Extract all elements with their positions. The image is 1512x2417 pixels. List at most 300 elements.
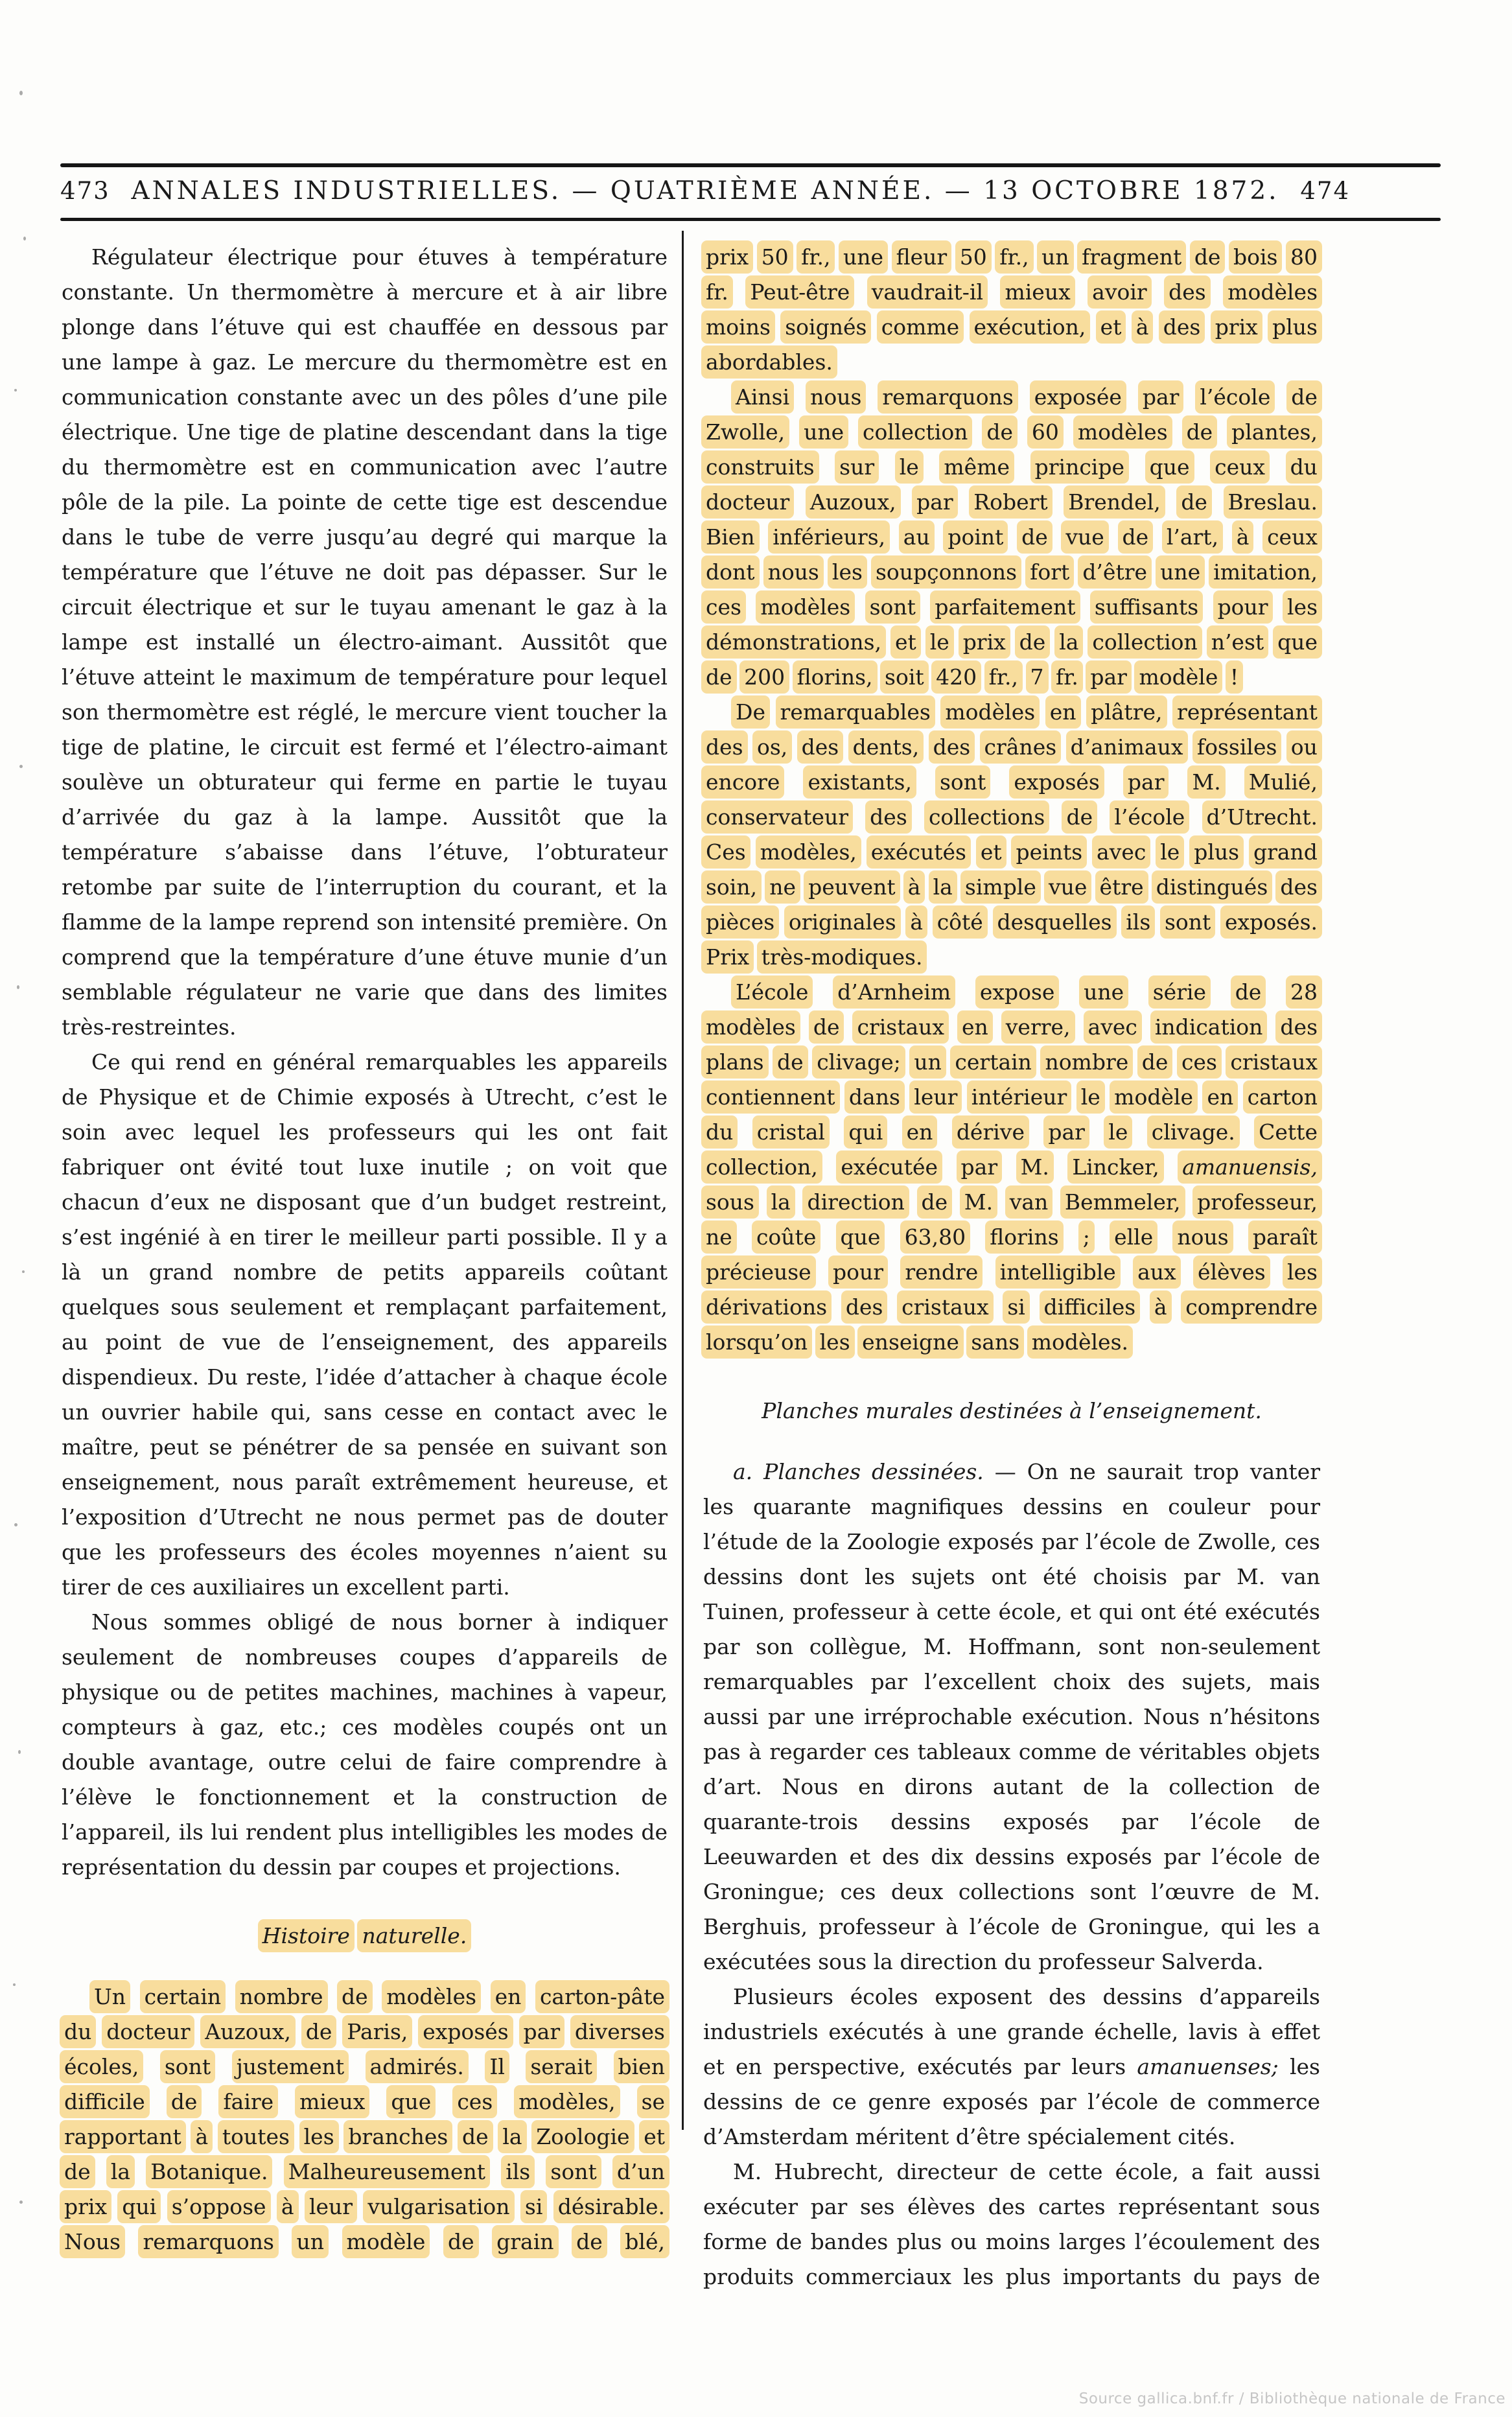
body-text: Ce qui rend en général remarquables les appareils de Physique et de Chimie exposés à Utrecht, c’est le soin avec lequel les professeurs qui les ont fait fabriquer ont évité tout luxe inutile ; on voit que chacun d’eux ne disposant que d’un budget restreint, s’est ingénié à en tirer le meilleur parti possible. Il y a là un grand nombre de petits appareils coûtant quelques sous seulement et remplaçant parfaitement, au point de vue de l’enseignement, des appareils dispendieux. Du reste, l’idée d’attacher à chaque école un ouvrier habile qui, sans cesse en contact avec le maître, peut se pénétrer de sa pensée en suivant son enseignement, nous paraît extrêmement heureuse, et l’exposition d’Utrecht ne nous permet pas de douter que les professeurs des écoles moyennes n’aient su tirer de ces auxiliaires un excellent parti. xyxy=(62,1049,668,1600)
highlighted-word: lorsqu’on xyxy=(701,1325,812,1359)
highlighted-word: fr., xyxy=(995,240,1033,274)
highlighted-word: d’animaux xyxy=(1066,730,1188,764)
scan-speck xyxy=(14,389,17,391)
highlighted-word: paraît xyxy=(1248,1220,1322,1254)
highlighted-word: blé, xyxy=(620,2225,669,2258)
highlighted-word: vaudrait-il xyxy=(867,275,988,309)
highlighted-word: de xyxy=(1231,975,1266,1009)
highlighted-word: sont xyxy=(160,2050,215,2083)
highlighted-word: ceux xyxy=(1262,520,1322,554)
highlighted-word: d’être xyxy=(1078,555,1152,589)
highlighted-word: prix xyxy=(1211,310,1262,344)
highlighted-word: dans xyxy=(844,1080,905,1114)
highlighted-word: remarquables xyxy=(776,695,935,729)
highlighted-word: cristaux xyxy=(897,1290,994,1324)
highlighted-word: Zoologie xyxy=(531,2120,634,2153)
highlighted-word: sont xyxy=(865,590,920,624)
highlighted-word: sans xyxy=(966,1325,1024,1359)
highlighted-word: que xyxy=(1145,450,1194,484)
highlighted-word: nombre xyxy=(235,1980,328,2013)
highlighted-word: remarquons xyxy=(138,2225,278,2258)
highlighted-word: des xyxy=(797,730,844,764)
highlighted-word: à xyxy=(1150,1290,1172,1324)
highlighted-word: leur xyxy=(305,2190,357,2223)
highlighted-word: Peut-être xyxy=(745,275,854,309)
highlighted-word: d’un xyxy=(612,2155,669,2188)
highlighted-word: Breslau. xyxy=(1224,485,1322,519)
highlighted-word: du xyxy=(1286,450,1322,484)
paragraph xyxy=(62,1045,668,1605)
scan-speck xyxy=(19,91,23,95)
highlighted-word: fr. xyxy=(1051,660,1083,694)
highlighted-word: de xyxy=(701,660,737,694)
highlighted-word: de xyxy=(982,415,1018,449)
highlighted-word: exposés xyxy=(1009,765,1104,799)
highlighted-word: Paris, xyxy=(342,2015,412,2048)
paragraph xyxy=(62,240,668,1045)
highlighted-word: desquelles xyxy=(993,905,1117,939)
highlighted-word: ils xyxy=(501,2155,535,2188)
paragraph xyxy=(703,380,1320,695)
highlighted-word: et xyxy=(890,625,921,659)
highlighted-word: exposés. xyxy=(1220,905,1322,939)
highlighted-word: la xyxy=(106,2155,135,2188)
highlighted-word: M. xyxy=(1187,765,1225,799)
highlighted-word: Auzoux, xyxy=(806,485,901,519)
highlighted-word: sont xyxy=(546,2155,601,2188)
highlighted-word: de xyxy=(1137,1045,1173,1079)
highlighted-word: modèle xyxy=(1110,1080,1198,1114)
highlighted-word: originales xyxy=(784,905,901,939)
highlighted-word: Auzoux, xyxy=(200,2015,296,2048)
highlighted-word: d’Utrecht. xyxy=(1202,800,1322,834)
italic-text: amanuenses; xyxy=(1137,2054,1279,2079)
highlighted-word: construits xyxy=(701,450,819,484)
highlighted-word: qui xyxy=(117,2190,161,2223)
scan-speck xyxy=(23,237,26,240)
scan-speck xyxy=(19,2201,23,2204)
highlighted-word: prix xyxy=(701,240,753,274)
body-text: Nous sommes obligé de nous borner à indiquer seulement de nombreuses coupes d’appareils de physique ou de petites machines, machines à vapeur, compteurs à gaz, etc.; ces modèles coupés ont un double avantage, outre celui de faire comprendre à l’élève le fonctionnement et la construction de l’appareil, ils lui rendent plus intelligibles les modes de représentation du dessin par coupes et projections. xyxy=(62,1609,668,1880)
highlighted-word: cristaux xyxy=(852,1010,949,1044)
highlighted-word: et xyxy=(639,2120,669,2153)
highlighted-word: représentant xyxy=(1172,695,1322,729)
highlighted-word: certain xyxy=(950,1045,1036,1079)
highlighted-word: fossiles xyxy=(1192,730,1282,764)
highlighted-word: les xyxy=(828,555,867,589)
highlighted-word: pièces xyxy=(701,905,779,939)
highlighted-word: plans xyxy=(701,1045,769,1079)
highlighted-word: en xyxy=(1045,695,1081,729)
body-text: Plusieurs écoles exposent des dessins d’appareils industriels exécutés à une grande échelle, lavis à effet et en perspective, exécutés par leurs xyxy=(703,1984,1320,2079)
highlighted-word: intelligible xyxy=(995,1255,1121,1289)
highlighted-word: l’école xyxy=(1110,800,1189,834)
scan-speck xyxy=(19,765,23,768)
highlighted-word: modèles xyxy=(1073,415,1172,449)
highlighted-word: ces xyxy=(1177,1045,1222,1079)
highlighted-word: 200 xyxy=(739,660,789,694)
highlighted-word: exécutée xyxy=(836,1150,942,1184)
highlighted-word: difficiles xyxy=(1040,1290,1141,1324)
right-column xyxy=(703,240,1320,2294)
highlighted-word: écoles, xyxy=(60,2050,143,2083)
paragraph xyxy=(703,695,1320,975)
highlighted-word: la xyxy=(767,1185,795,1219)
italic-text: Planches murales destinées à l’enseignement. xyxy=(762,1398,1262,1423)
highlighted-word: par xyxy=(1043,1115,1089,1149)
highlighted-word: plâtre, xyxy=(1086,695,1167,729)
highlighted-word: comme xyxy=(877,310,964,344)
highlighted-word: Bemmeler, xyxy=(1060,1185,1185,1219)
highlighted-word: le xyxy=(895,450,924,484)
highlighted-word: des xyxy=(841,1290,888,1324)
highlighted-word: point xyxy=(943,520,1008,554)
highlighted-word: 28 xyxy=(1286,975,1322,1009)
highlighted-word: modèles xyxy=(701,1010,800,1044)
highlighted-word: aux xyxy=(1133,1255,1181,1289)
highlighted-word: des xyxy=(929,730,975,764)
highlighted-word: leur xyxy=(909,1080,962,1114)
highlighted-word: sur xyxy=(835,450,879,484)
highlighted-word: Ainsi xyxy=(731,380,794,414)
highlighted-word: en xyxy=(957,1010,993,1044)
highlighted-word: côté xyxy=(933,905,988,939)
section-heading xyxy=(703,1394,1320,1429)
highlighted-word: vulgarisation xyxy=(363,2190,514,2223)
highlighted-word: remarquons xyxy=(878,380,1018,414)
highlighted-word: précieuse xyxy=(701,1255,816,1289)
journal-title: ANNALES INDUSTRIELLES. — QUATRIÈME ANNÉE. — 13 OCTOBRE 1872. xyxy=(131,176,1279,205)
scan-speck xyxy=(18,1750,21,1754)
scan-speck xyxy=(14,1523,17,1526)
highlighted-word: du xyxy=(701,1115,738,1149)
highlighted-word: vue xyxy=(1061,520,1108,554)
highlighted-word: en xyxy=(1202,1080,1238,1114)
highlighted-word: diverses xyxy=(570,2015,669,2048)
highlighted-word: conservateur xyxy=(701,800,853,834)
highlighted-word: elle xyxy=(1110,1220,1157,1254)
highlighted-word: L’école xyxy=(731,975,813,1009)
highlighted-word: M. xyxy=(1016,1150,1054,1184)
section-heading xyxy=(62,1919,668,1954)
highlighted-word: modèles xyxy=(382,1980,481,2013)
highlighted-word: soin, xyxy=(701,870,762,904)
highlighted-word: contiennent xyxy=(701,1080,840,1114)
scan-speck xyxy=(22,1270,25,1273)
highlighted-word: fort xyxy=(1025,555,1074,589)
highlighted-word: certain xyxy=(140,1980,226,2013)
highlighted-word: nous xyxy=(763,555,824,589)
highlighted-word: à xyxy=(1232,520,1254,554)
highlighted-word: si xyxy=(1003,1290,1030,1324)
highlighted-word: naturelle. xyxy=(357,1919,471,1952)
highlighted-word: avoir xyxy=(1087,275,1152,309)
highlighted-word: des xyxy=(1159,310,1205,344)
highlighted-word: de xyxy=(458,2120,493,2153)
highlighted-word: et xyxy=(976,835,1006,869)
highlighted-word: 50 xyxy=(955,240,992,274)
highlighted-word: peints xyxy=(1011,835,1087,869)
highlighted-word: modèles. xyxy=(1027,1325,1133,1359)
highlighted-word: fr., xyxy=(797,240,835,274)
highlighted-word: 50 xyxy=(757,240,793,274)
highlighted-word: bien xyxy=(614,2050,669,2083)
highlighted-word: s’oppose xyxy=(167,2190,271,2223)
highlighted-word: de xyxy=(1190,240,1226,274)
highlighted-word: de xyxy=(1286,380,1322,414)
highlighted-word: direction xyxy=(802,1185,909,1219)
highlighted-word: justement xyxy=(232,2050,349,2083)
highlighted-word: principe xyxy=(1030,450,1129,484)
highlighted-word: toutes xyxy=(218,2120,294,2153)
paragraph xyxy=(703,1979,1320,2154)
scan-speck xyxy=(17,985,19,989)
highlighted-word: être xyxy=(1095,870,1148,904)
highlighted-word: Nous xyxy=(60,2225,125,2258)
highlighted-word: série xyxy=(1148,975,1211,1009)
highlighted-word: inférieurs, xyxy=(768,520,890,554)
highlighted-word: très-modiques. xyxy=(757,940,927,974)
highlighted-word: de xyxy=(917,1185,953,1219)
highlighted-word: soupçonnons xyxy=(871,555,1021,589)
highlighted-word: Zwolle, xyxy=(701,415,789,449)
highlighted-word: modèles xyxy=(940,695,1040,729)
highlighted-word: sous xyxy=(701,1185,759,1219)
highlighted-word: ils xyxy=(1121,905,1155,939)
highlighted-word: docteur xyxy=(102,2015,194,2048)
highlighted-word: par xyxy=(912,485,958,519)
highlighted-word: abordables. xyxy=(701,345,837,379)
highlighted-word: modèles, xyxy=(514,2085,620,2118)
highlighted-word: soit xyxy=(880,660,929,694)
highlighted-word: le xyxy=(1076,1080,1105,1114)
highlighted-word: se xyxy=(637,2085,669,2118)
highlighted-word: distingués xyxy=(1152,870,1273,904)
highlighted-word: des xyxy=(1275,870,1322,904)
italic-text: a. Planches dessinées. xyxy=(733,1459,984,1484)
highlighted-word: fleur xyxy=(892,240,952,274)
highlighted-word: Cette xyxy=(1254,1115,1322,1149)
highlighted-word: que xyxy=(1273,625,1322,659)
highlighted-word: branches xyxy=(343,2120,452,2153)
highlighted-word: Histoire xyxy=(258,1919,355,1952)
highlighted-word: nous xyxy=(806,380,866,414)
highlighted-word: du xyxy=(60,2015,96,2048)
highlighted-word: modèle xyxy=(1134,660,1222,694)
highlighted-word: qui xyxy=(844,1115,887,1149)
highlighted-word: Mulié, xyxy=(1244,765,1322,799)
highlighted-word: en xyxy=(491,1980,526,2013)
highlighted-word: un xyxy=(1037,240,1074,274)
highlighted-word: de xyxy=(60,2155,95,2188)
highlighted-word: Botanique. xyxy=(146,2155,272,2188)
highlighted-word: mieux xyxy=(1000,275,1075,309)
paragraph xyxy=(703,975,1320,1360)
highlighted-word: l’art, xyxy=(1162,520,1223,554)
highlighted-word: dérivations xyxy=(701,1290,832,1324)
body-text: M. Hubrecht, directeur de cette école, a fait aussi exécuter par ses élèves des cartes représentant sous forme de bandes plus ou moins larges l’écoulement des produits commerciaux les plus importants du pays de xyxy=(703,2159,1320,2289)
highlighted-word: des xyxy=(865,800,912,834)
highlighted-word: une xyxy=(1079,975,1128,1009)
highlighted-word: de xyxy=(1017,520,1053,554)
highlighted-word: 7 xyxy=(1026,660,1049,694)
highlighted-word: à xyxy=(905,905,927,939)
highlighted-word: plus xyxy=(1268,310,1322,344)
highlighted-word: admirés. xyxy=(366,2050,469,2083)
highlighted-word: fr. xyxy=(701,275,733,309)
highlighted-word: M. xyxy=(960,1185,997,1219)
highlighted-word: de xyxy=(773,1045,808,1079)
highlighted-word: des xyxy=(1275,1010,1322,1044)
body-text: les dessins de ce genre exposés par l’école de commerce d’Amsterdam méritent d’être spécialement cités. xyxy=(703,2054,1320,2149)
highlighted-word: fr., xyxy=(984,660,1023,694)
highlighted-word: avec xyxy=(1092,835,1150,869)
highlighted-word: démonstrations, xyxy=(701,625,886,659)
highlighted-word: exécutés xyxy=(866,835,971,869)
highlighted-word: un xyxy=(292,2225,329,2258)
highlighted-word: enseigne xyxy=(857,1325,964,1359)
highlighted-word: parfaitement xyxy=(930,590,1080,624)
highlighted-word: 63,80 xyxy=(900,1220,970,1254)
highlighted-word: Un xyxy=(89,1980,130,2013)
paragraph xyxy=(62,1979,668,2259)
highlighted-word: ces xyxy=(452,2085,497,2118)
highlighted-word: des xyxy=(701,730,748,764)
page-number-left: 473 xyxy=(60,177,110,205)
highlighted-word: collections xyxy=(924,800,1049,834)
highlighted-word: docteur xyxy=(701,485,794,519)
highlighted-word: clivage. xyxy=(1147,1115,1240,1149)
page-number-right: 474 xyxy=(1300,177,1350,205)
highlighted-word: plus xyxy=(1189,835,1244,869)
highlighted-word: prix xyxy=(60,2190,111,2223)
highlighted-word: simple xyxy=(960,870,1041,904)
highlighted-word: sont xyxy=(935,765,990,799)
highlighted-word: collection xyxy=(1087,625,1202,659)
highlighted-word: van xyxy=(1005,1185,1053,1219)
highlighted-word: Bien xyxy=(701,520,760,554)
scan-speck xyxy=(13,1983,16,1986)
highlighted-word: Prix xyxy=(701,940,754,974)
highlighted-word: et xyxy=(1096,310,1126,344)
highlighted-word: soignés xyxy=(780,310,871,344)
highlighted-word: Robert xyxy=(969,485,1052,519)
highlighted-word: de xyxy=(337,1980,373,2013)
highlighted-word: une xyxy=(1156,555,1205,589)
highlighted-word: De xyxy=(731,695,770,729)
highlighted-word: ceux xyxy=(1210,450,1270,484)
highlighted-word: une xyxy=(799,415,848,449)
highlighted-word: collection xyxy=(858,415,972,449)
highlighted-word: élèves xyxy=(1193,1255,1270,1289)
highlighted-word: Il xyxy=(485,2050,509,2083)
highlighted-word: dérive xyxy=(952,1115,1029,1149)
highlighted-word: la xyxy=(929,870,957,904)
highlighted-word: florins, xyxy=(793,660,878,694)
highlighted-word: une xyxy=(839,240,888,274)
highlighted-word: nous xyxy=(1172,1220,1233,1254)
highlighted-word: ou xyxy=(1286,730,1322,764)
highlighted-word: indication xyxy=(1150,1010,1268,1044)
highlighted-word: de xyxy=(301,2015,337,2048)
highlighted-word: par xyxy=(519,2015,565,2048)
highlighted-word: à xyxy=(277,2190,299,2223)
highlighted-word: les xyxy=(815,1325,855,1359)
highlighted-word: au xyxy=(899,520,935,554)
highlighted-word: des xyxy=(1164,275,1211,309)
paragraph xyxy=(703,2154,1320,2294)
highlighted-word: modèles xyxy=(1223,275,1322,309)
highlighted-word: grain xyxy=(492,2225,558,2258)
highlighted-word: plantes, xyxy=(1227,415,1322,449)
highlighted-word: l’école xyxy=(1195,380,1275,414)
highlighted-word: modèles, xyxy=(756,835,861,869)
highlighted-word: de xyxy=(1015,625,1051,659)
highlighted-word: modèle xyxy=(342,2225,430,2258)
highlighted-word: Malheureusement xyxy=(284,2155,490,2188)
highlighted-word: pour xyxy=(828,1255,888,1289)
highlighted-word: le xyxy=(1104,1115,1132,1149)
highlighted-word: que xyxy=(836,1220,885,1254)
highlighted-word: n’est xyxy=(1207,625,1268,659)
header-rule-top xyxy=(60,163,1441,167)
highlighted-word: mieux xyxy=(295,2085,369,2118)
highlighted-word: exposés xyxy=(418,2015,513,2048)
highlighted-word: exécution, xyxy=(970,310,1091,344)
highlighted-word: professeur, xyxy=(1192,1185,1322,1219)
highlighted-word: de xyxy=(1176,485,1212,519)
highlighted-word: le xyxy=(925,625,954,659)
highlighted-word: existants, xyxy=(803,765,916,799)
highlighted-word: à xyxy=(903,870,925,904)
highlighted-word: carton xyxy=(1243,1080,1322,1114)
highlighted-word: difficile xyxy=(60,2085,150,2118)
highlighted-word: cristal xyxy=(752,1115,830,1149)
body-text: Régulateur électrique pour étuves à température constante. Un thermomètre à mercure et à air libre plonge dans l’étuve qui est chauffée en dessous par une lampe à gaz. Le mercure du thermomètre est en communication constante avec un des pôles d’une pile électrique. Une tige de platine descendant dans la tige du thermomètre est en communication avec l’autre pôle de la pile. La pointe de cette tige est descendue dans le tube de verre jusqu’au degré qui marque la température que l’étuve ne doit pas dépasser. Sur le circuit électrique et sur le tuyau amenant le gaz à la lampe est installé un électro-aimant. Aussitôt que l’étuve atteint le maximum de température pour lequel son thermomètre est réglé, le mercure vient toucher la tige de platine, le circuit est fermé et l’électro-aimant soulève un obturateur qui ferme en partie le tuyau d’arrivée du gaz à la lampe. Aussitôt que la température s’abaisse dans l’étuve, l’obturateur retombe par suite de l’interruption du courant, et la flamme de la lampe reprend son intensité première. On comprend que la température d’une étuve munie d’un semblable régulateur ne varie que dans des limites très-restreintes. xyxy=(62,244,668,1040)
highlighted-word: verre, xyxy=(1001,1010,1075,1044)
highlighted-word: comprendre xyxy=(1181,1290,1322,1324)
highlighted-word: intérieur xyxy=(967,1080,1072,1114)
highlighted-word: si xyxy=(520,2190,548,2223)
highlighted-word: rendre xyxy=(900,1255,983,1289)
highlighted-word: amanuensis, xyxy=(1178,1150,1322,1184)
highlighted-word: encore xyxy=(701,765,784,799)
highlighted-word: avec xyxy=(1084,1010,1142,1044)
highlighted-word: que xyxy=(386,2085,436,2118)
page-header xyxy=(60,176,1441,205)
highlighted-word: d’Arnheim xyxy=(833,975,955,1009)
highlighted-word: la xyxy=(1054,625,1083,659)
highlighted-word: dont xyxy=(701,555,760,589)
highlighted-word: de xyxy=(1118,520,1154,554)
header-rule-bottom xyxy=(60,218,1441,221)
highlighted-word: les xyxy=(1283,1255,1322,1289)
highlighted-word: coûte xyxy=(752,1220,820,1254)
highlighted-word: clivage; xyxy=(812,1045,905,1079)
highlighted-word: vue xyxy=(1044,870,1091,904)
highlighted-word: imitation, xyxy=(1209,555,1322,589)
highlighted-word: modèles xyxy=(756,590,855,624)
highlighted-word: à xyxy=(1132,310,1154,344)
highlighted-word: de xyxy=(809,1010,844,1044)
highlighted-word: de xyxy=(167,2085,202,2118)
highlighted-word: Lincker, xyxy=(1067,1150,1163,1184)
highlighted-word: 420 xyxy=(931,660,981,694)
highlighted-word: sont xyxy=(1160,905,1215,939)
highlighted-word: moins xyxy=(701,310,775,344)
highlighted-word: les xyxy=(299,2120,339,2153)
highlighted-word: dents, xyxy=(848,730,924,764)
